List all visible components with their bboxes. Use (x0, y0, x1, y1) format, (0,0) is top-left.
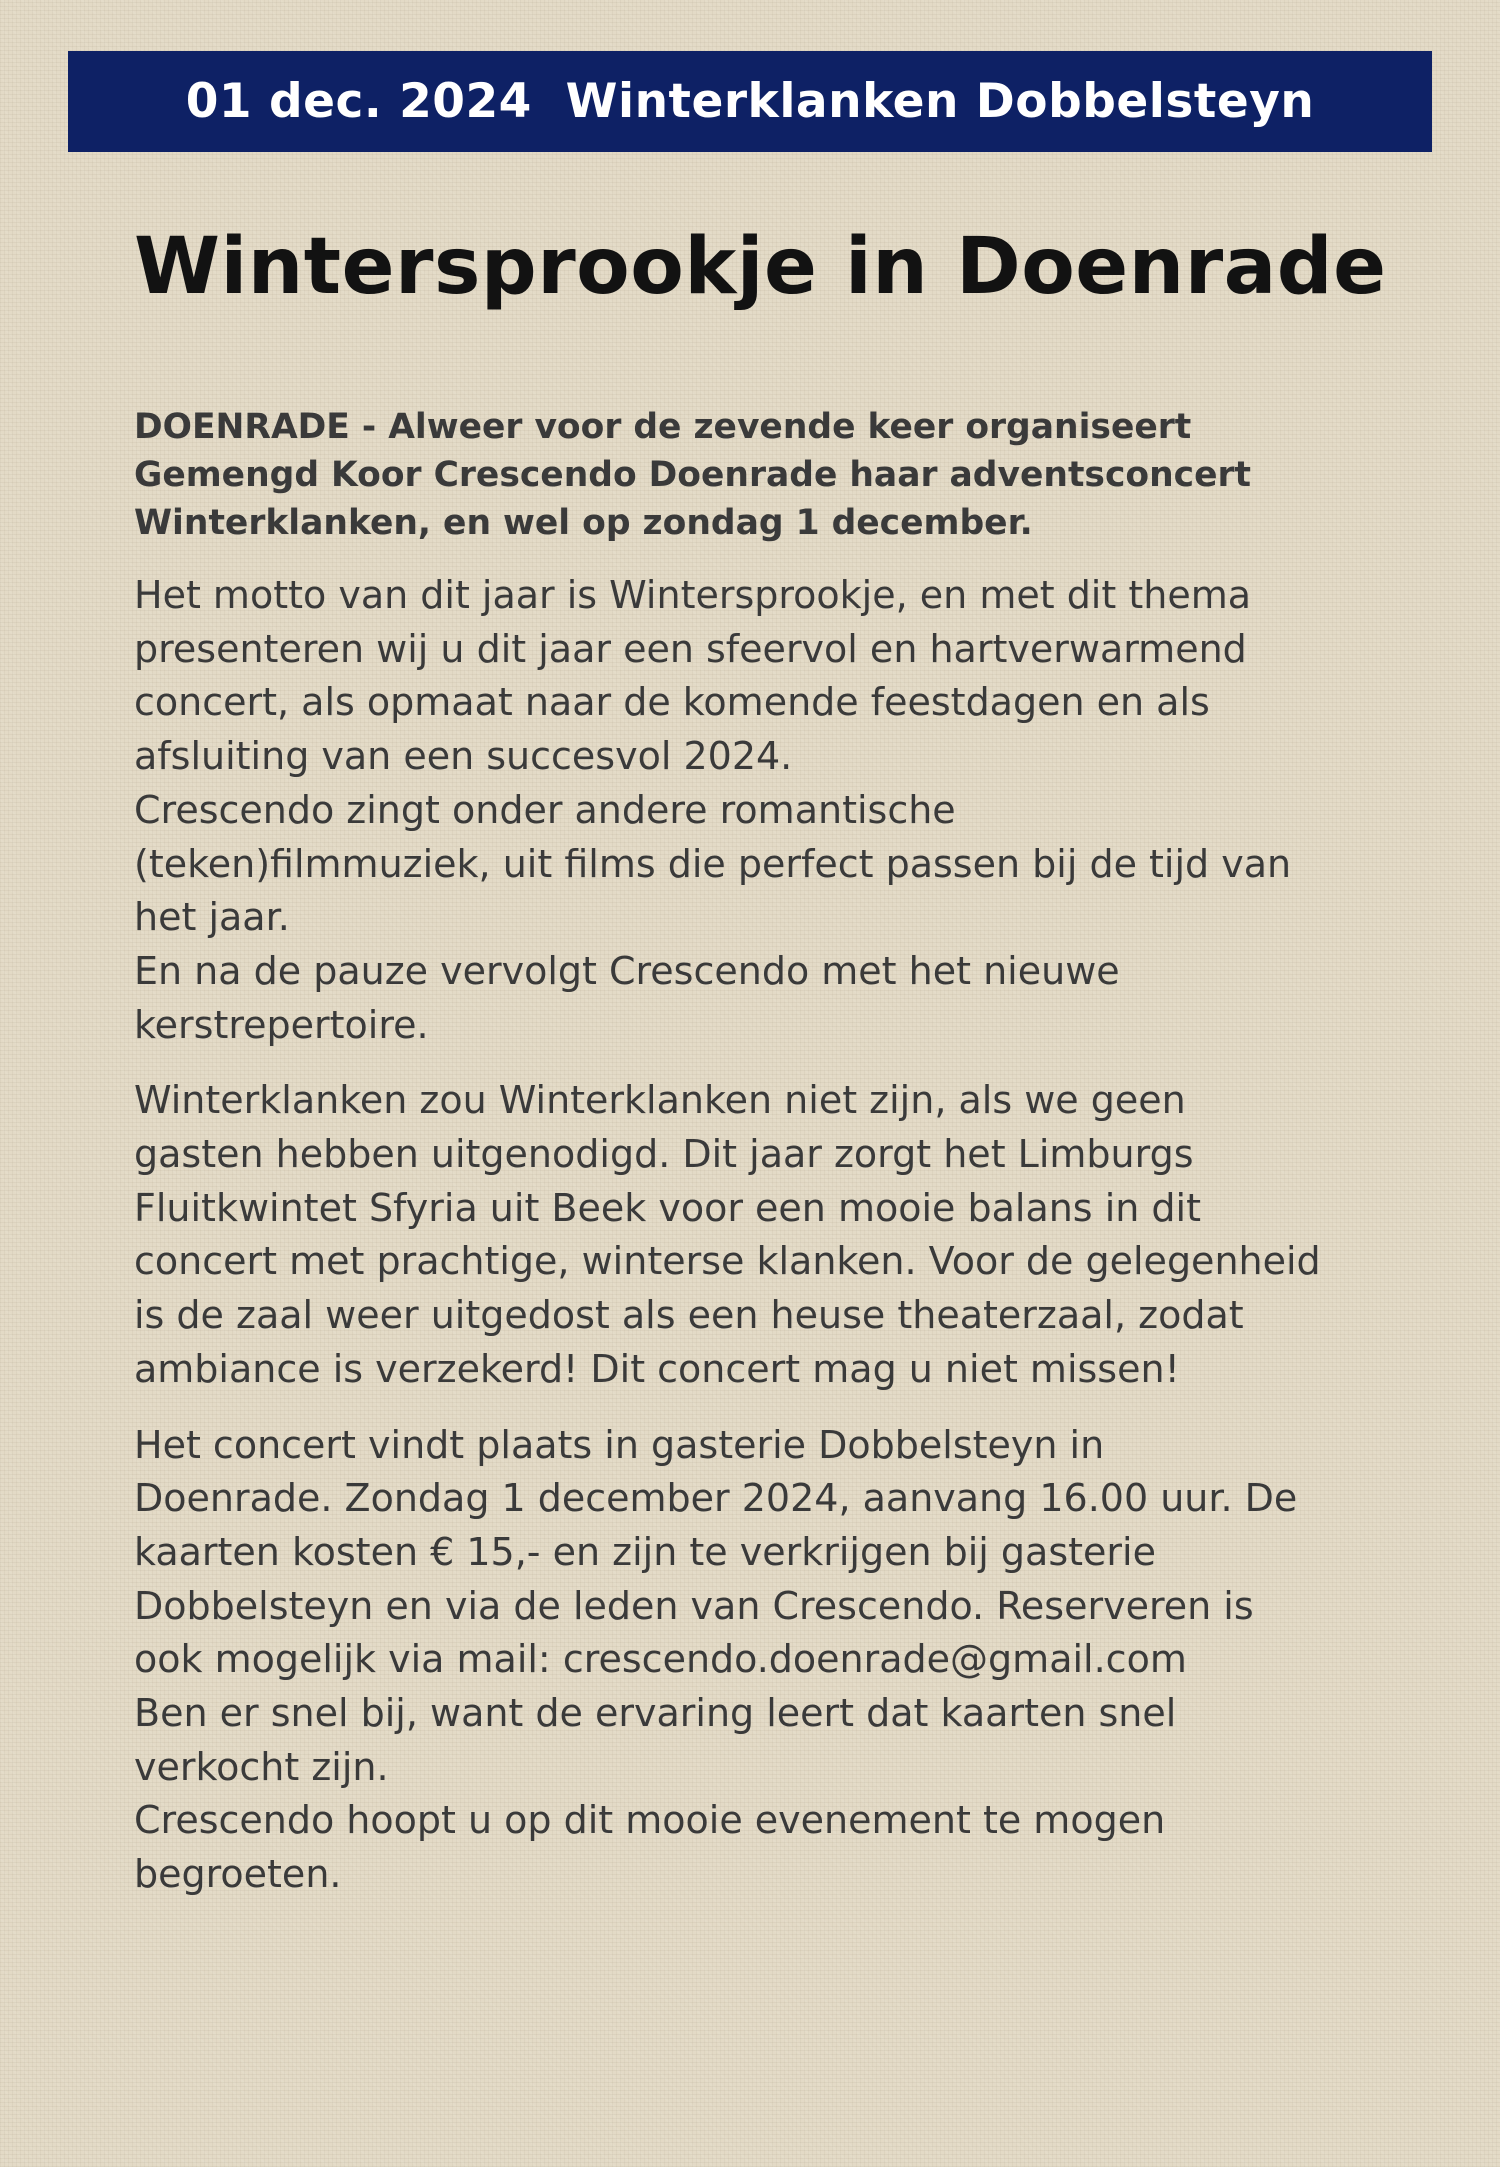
paragraph-practical-info (134, 1419, 1394, 1902)
header-date: 01 dec. 2024 (185, 74, 532, 129)
paragraph-guests (134, 1074, 1394, 1396)
body-line: En na de pauze vervolgt Crescendo met het nieuwe (134, 948, 1120, 993)
body-line: afsluiting van een succesvol 2024. (134, 734, 793, 779)
body-line: Het motto van dit jaar is Wintersprookje, en met dit thema (134, 573, 1252, 617)
article-body (134, 403, 1394, 1924)
body-line: begroeten. (134, 1852, 342, 1897)
lead-paragraph (134, 403, 1394, 547)
body-line: ambiance is verzekerd! Dit concert mag u niet missen! (134, 1346, 1180, 1391)
body-line: concert met prachtige, winterse klanken. Voor de gelegenheid (134, 1239, 1321, 1284)
body-line: kaarten kosten € 15,- en zijn te verkrijgen bij gasterie (134, 1529, 1156, 1574)
body-line: Ben er snel bij, want de ervaring leert dat kaarten snel (134, 1691, 1177, 1736)
body-line: Dobbelsteyn en via de leden van Crescendo. Reserveren is (134, 1583, 1254, 1628)
body-line: verkocht zijn. (134, 1744, 389, 1789)
body-line: kerstrepertoire. (134, 1002, 429, 1047)
header-event: Winterklanken Dobbelsteyn (565, 74, 1315, 129)
paragraph-motto (134, 569, 1394, 1052)
body-line: Doenrade. Zondag 1 december 2024, aanvang 16.00 uur. De (134, 1476, 1298, 1521)
body-line: gasten hebben uitgenodigd. Dit jaar zorgt het Limburgs (134, 1132, 1194, 1177)
body-line: Het concert vindt plaats in gasterie Dobbelsteyn in (134, 1422, 1105, 1467)
body-line: Fluitkwintet Sfyria uit Beek voor een mooie balans in dit (134, 1185, 1201, 1230)
body-line: Crescendo zingt onder andere romantische (134, 787, 956, 832)
body-line: het jaar. (134, 895, 290, 940)
body-line: Crescendo hoopt u op dit mooie evenement te mogen (134, 1798, 1166, 1843)
body-line: Winterklanken zou Winterklanken niet zijn, als we geen (134, 1078, 1186, 1123)
body-line-email: ook mogelijk via mail: crescendo.doenrade@gmail.com (134, 1637, 1187, 1682)
lead-line: Gemengd Koor Crescendo Doenrade haar adventsconcert (134, 455, 1252, 495)
lead-line: DOENRADE - Alweer voor de zevende keer organiseert (134, 407, 1192, 447)
lead-line: Winterklanken, en wel op zondag 1 december. (134, 503, 1033, 543)
body-line: is de zaal weer uitgedost als een heuse theaterzaal, zodat (134, 1293, 1244, 1338)
article-title: Wintersprookje in Doenrade (134, 222, 1387, 312)
header-title (186, 74, 1315, 129)
body-line: presenteren wij u dit jaar een sfeervol en hartverwarmend (134, 626, 1247, 671)
header-banner (68, 51, 1432, 152)
body-line: (teken)filmmuziek, uit films die perfect passen bij de tijd van (134, 841, 1292, 886)
body-line: concert, als opmaat naar de komende feestdagen en als (134, 680, 1210, 725)
